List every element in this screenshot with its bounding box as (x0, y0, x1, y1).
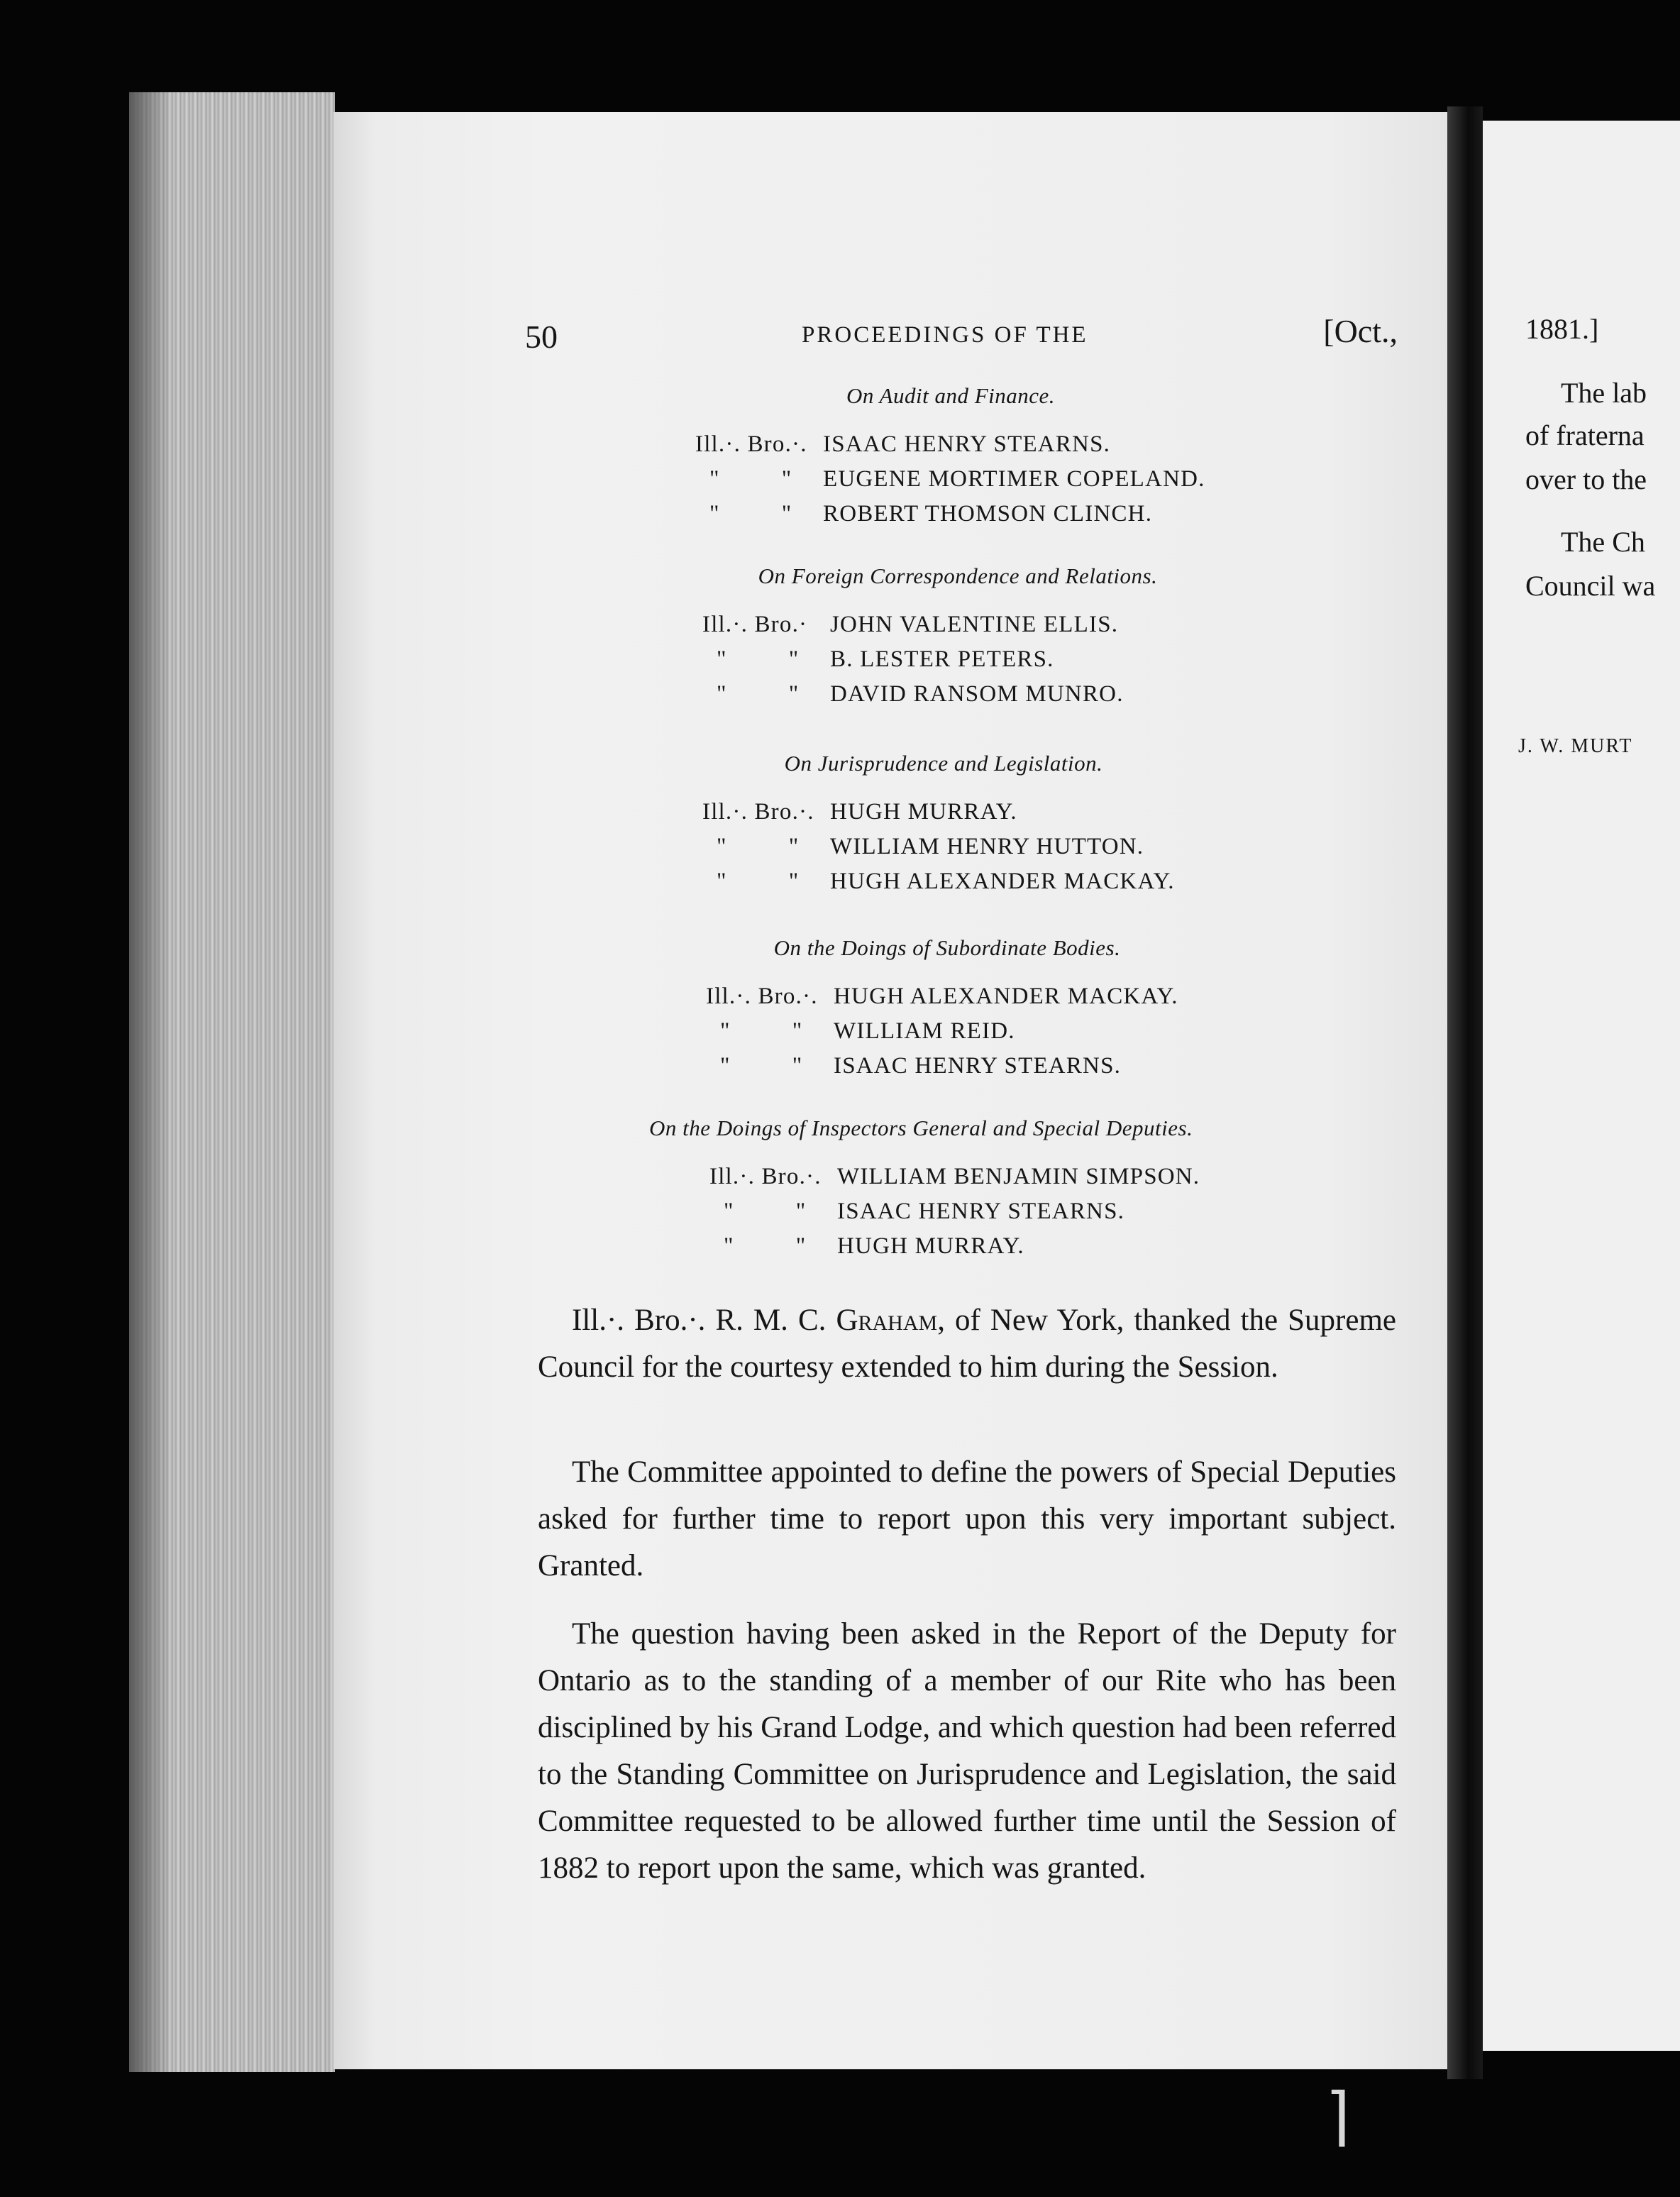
committee-title: On the Doings of Inspectors General and Special Deputies. (649, 1116, 1193, 1140)
right-page-line: The Ch (1561, 526, 1645, 558)
committee-member (706, 1049, 1344, 1084)
member-name: HUGH ALEXANDER MACKAY. (834, 984, 1178, 1009)
right-page-line: Council wa (1525, 570, 1656, 602)
committee-member (649, 1194, 1359, 1229)
member-prefix: Ill.·. Bro.·. (695, 431, 807, 457)
member-name: ROBERT THOMSON CLINCH. (823, 501, 1153, 527)
member-prefix: " " (724, 1199, 834, 1224)
committee-member (702, 864, 1341, 899)
committee-member (649, 1229, 1359, 1264)
member-prefix: " " (709, 466, 820, 492)
member-name: JOHN VALENTINE ELLIS. (830, 612, 1119, 637)
member-prefix: " " (717, 834, 827, 859)
paragraph-text-start: Ill.·. Bro.·. R. M. C. (572, 1304, 836, 1337)
member-name: B. LESTER PETERS. (830, 646, 1054, 672)
committee-member (702, 607, 1341, 642)
member-prefix: " " (724, 1233, 834, 1259)
committee-jurisprudence (702, 749, 1341, 899)
committee-member (702, 795, 1341, 830)
member-name: WILLIAM HENRY HUTTON. (830, 834, 1144, 859)
right-page-line: of fraterna (1525, 419, 1645, 451)
book-edge-shadow (129, 92, 172, 2072)
paragraph-graham-thanks (538, 1297, 1396, 1391)
right-page-signature: J. W. MURT (1518, 735, 1633, 757)
committee-member (702, 677, 1341, 712)
member-name: HUGH MURRAY. (830, 799, 1017, 825)
member-name: HUGH MURRAY. (837, 1233, 1024, 1259)
paragraph-discipline-question (538, 1611, 1396, 1892)
paragraph-text-end: , of New York, thanked the Supreme Council for the courtesy extended to him during the Session. (538, 1304, 1396, 1384)
running-head-date: [Oct., (1323, 313, 1398, 349)
committee-title: On Jurisprudence and Legislation. (784, 751, 1103, 776)
member-prefix: " " (717, 681, 827, 707)
committee-member (695, 497, 1334, 532)
member-prefix: " " (720, 1053, 831, 1079)
paragraph-text: The question having been asked in the Report of the Deputy for Ontario as to the standing of a member of our Rite who has been disciplined by his Grand Lodge, and which question had been referred to the Standing Committee on Jurisprudence and Legislation, the said Committee requested to be allowed further time until the Session of 1882 to report upon the same, which was granted. (538, 1617, 1396, 1885)
member-prefix: " " (720, 1018, 831, 1044)
member-name: WILLIAM REID. (834, 1018, 1015, 1044)
member-name: WILLIAM BENJAMIN SIMPSON. (837, 1164, 1200, 1189)
committee-title: On Foreign Correspondence and Relations. (758, 563, 1158, 588)
committee-member (706, 1014, 1344, 1049)
running-head-title: PROCEEDINGS OF THE (802, 322, 1088, 348)
committee-member (702, 642, 1341, 677)
right-page-running-head: 1881.] (1525, 313, 1599, 345)
book-gutter (1447, 106, 1483, 2079)
paragraph-text: The Committee appointed to define the powers of Special Deputies asked for further time to report upon this very important subject. Granted. (538, 1455, 1396, 1582)
member-name: ISAAC HENRY STEARNS. (823, 431, 1111, 457)
member-name: DAVID RANSOM MUNRO. (830, 681, 1124, 707)
committee-audit-finance (695, 382, 1334, 532)
margin-pencil-mark: ⌉ (1325, 2079, 1351, 2154)
committee-inspectors-general (649, 1114, 1359, 1264)
committee-member (702, 830, 1341, 864)
committee-member (695, 462, 1334, 497)
committee-member (706, 979, 1344, 1014)
right-page (1483, 121, 1680, 2051)
person-name: Graham (836, 1304, 938, 1337)
member-prefix: Ill.·. Bro.·. (702, 799, 814, 825)
committee-member (649, 1160, 1359, 1194)
member-prefix: Ill.·. Bro.·. (709, 1164, 822, 1189)
paragraph-special-deputies (538, 1449, 1396, 1590)
member-prefix: " " (709, 501, 820, 527)
running-head (525, 312, 1398, 362)
member-prefix: Ill.·. Bro.·. (706, 984, 818, 1009)
committee-title: On Audit and Finance. (846, 383, 1056, 408)
committee-subordinate-bodies (706, 934, 1344, 1084)
right-page-line: The lab (1561, 377, 1647, 409)
member-name: ISAAC HENRY STEARNS. (837, 1199, 1125, 1224)
member-prefix: Ill.·. Bro.· (702, 612, 808, 637)
member-prefix: " " (717, 869, 827, 894)
committee-foreign-correspondence (702, 562, 1341, 712)
committee-member (695, 427, 1334, 462)
member-name: ISAAC HENRY STEARNS. (834, 1053, 1122, 1079)
paragraph-text (538, 1297, 1396, 1391)
committee-title: On the Doings of Subordinate Bodies. (773, 935, 1121, 960)
page-number: 50 (525, 319, 558, 355)
member-name: HUGH ALEXANDER MACKAY. (830, 869, 1175, 894)
member-name: EUGENE MORTIMER COPELAND. (823, 466, 1205, 492)
member-prefix: " " (717, 646, 827, 672)
right-page-line: over to the (1525, 463, 1647, 495)
